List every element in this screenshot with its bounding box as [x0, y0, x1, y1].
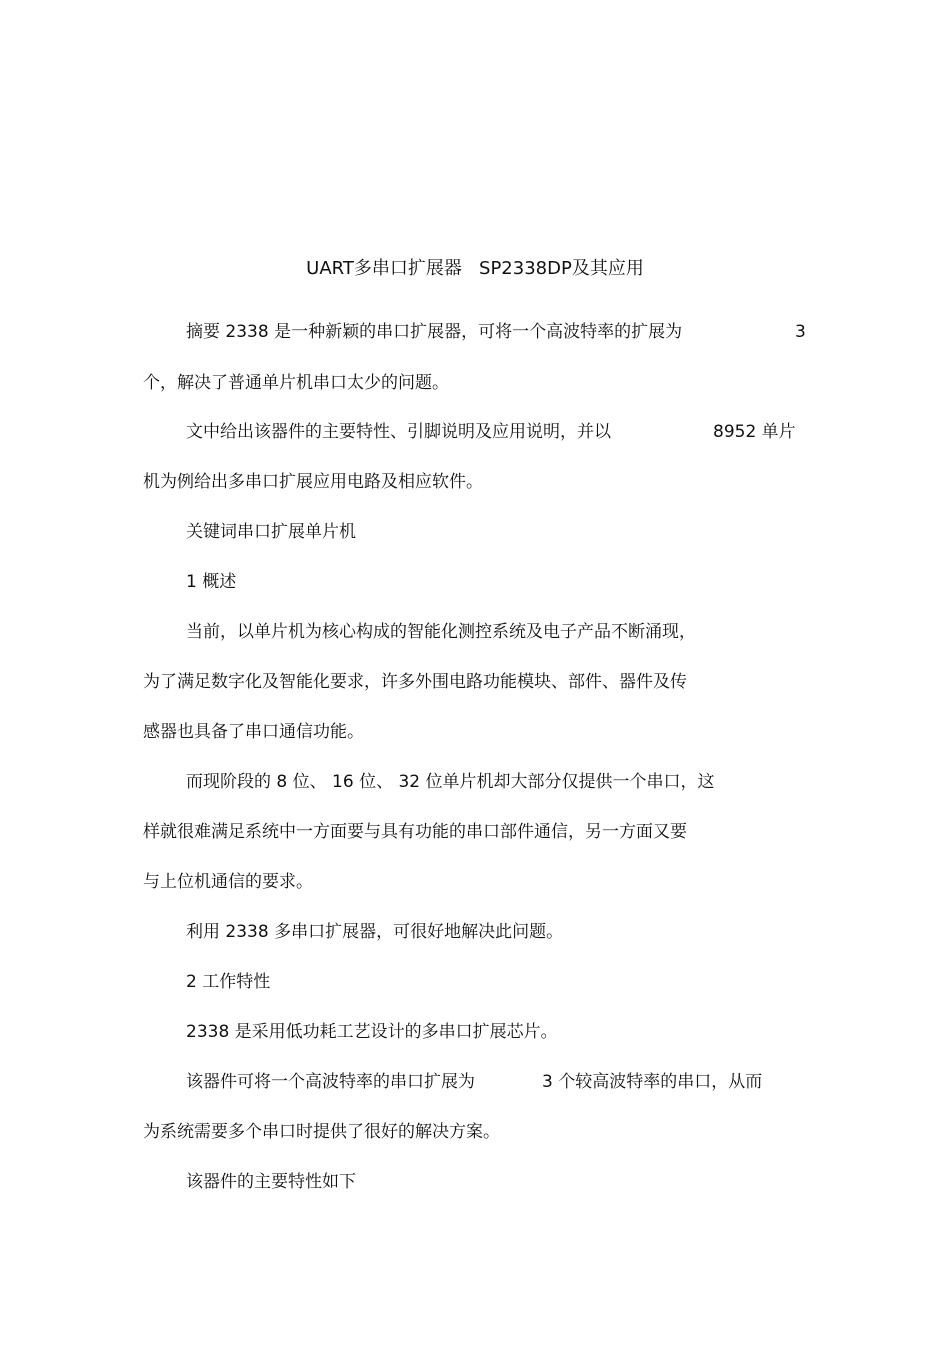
- mcu-line-1: 而现阶段的 8 位、 16 位、 32 位单片机却大部分仅提供一个串口，这: [186, 772, 715, 792]
- intro-line-1: 文中给出该器件的主要特性、引脚说明及应用说明，并以: [186, 422, 611, 442]
- section-2-heading: 2 工作特性: [186, 972, 271, 992]
- mcu-line-3: 与上位机通信的要求。: [143, 872, 313, 892]
- solution-line: 利用 2338 多串口扩展器，可很好地解决此问题。: [186, 922, 564, 942]
- abstract-trailing-number: 3: [795, 322, 806, 342]
- intro-trailing-text: 8952 单片: [713, 422, 796, 442]
- overview-line-3: 感器也具备了串口通信功能。: [143, 722, 364, 742]
- document-title: UART多串口扩展器 SP2338DP及其应用: [306, 258, 644, 279]
- abstract-line-2: 个，解决了普通单片机串口太少的问题。: [143, 373, 449, 393]
- keywords-line: 关键词串口扩展单片机: [186, 522, 356, 542]
- section-1-heading: 1 概述: [186, 572, 237, 592]
- overview-line-1: 当前，以单片机为核心构成的智能化测控系统及电子产品不断涌现，: [186, 622, 696, 642]
- expand-trailing-text: 3 个较高波特率的串口，从而: [542, 1072, 763, 1092]
- features-intro-line: 该器件的主要特性如下: [186, 1172, 356, 1192]
- intro-line-2: 机为例给出多串口扩展应用电路及相应软件。: [143, 472, 483, 492]
- expand-line-1: 该器件可将一个高波特率的串口扩展为: [186, 1072, 475, 1092]
- expand-line-2: 为系统需要多个串口时提供了很好的解决方案。: [143, 1122, 500, 1142]
- abstract-line-1: 摘要 2338 是一种新颖的串口扩展器，可将一个高波特率的扩展为: [186, 322, 683, 342]
- overview-line-2: 为了满足数字化及智能化要求，许多外围电路功能模块、部件、器件及传: [143, 672, 687, 692]
- chip-desc-line: 2338 是采用低功耗工艺设计的多串口扩展芯片。: [186, 1022, 558, 1042]
- mcu-line-2: 样就很难满足系统中一方面要与具有功能的串口部件通信，另一方面又要: [143, 822, 687, 842]
